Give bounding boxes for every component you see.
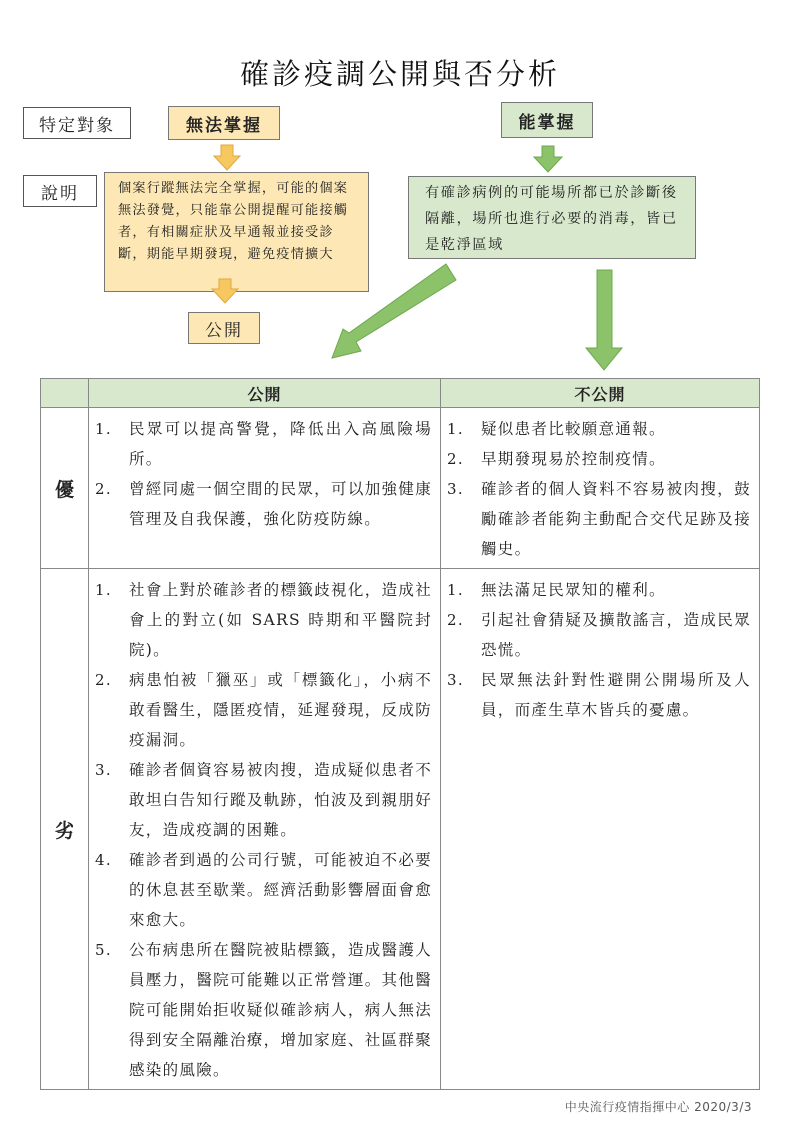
table-row-cons xyxy=(41,569,760,1090)
table-header-row xyxy=(41,379,760,408)
list-item xyxy=(441,444,751,474)
list-item xyxy=(441,605,751,665)
list-item-text: 確診者到過的公司行號，可能被迫不必要的休息甚至歇業。經濟活動影響層面會愈來愈大。 xyxy=(129,851,432,929)
list-item-text: 疑似患者比較願意通報。 xyxy=(481,420,666,438)
list-item-text: 民眾可以提高警覺，降低出入高風險場所。 xyxy=(129,420,432,468)
pros-private-cell xyxy=(441,408,760,569)
list-item-number: 1. xyxy=(95,581,112,599)
list-item-number: 2. xyxy=(95,480,112,498)
table-corner xyxy=(41,379,89,408)
pros-public-cell xyxy=(89,408,441,569)
list-item xyxy=(441,575,751,605)
cons-public-list xyxy=(89,569,440,1089)
list-item xyxy=(89,414,432,474)
list-item-number: 3. xyxy=(447,671,464,689)
explain-label: 說明 xyxy=(23,175,97,207)
list-item xyxy=(441,474,751,564)
list-item-text: 曾經同處一個空間的民眾，可以加強健康管理及自我保護，強化防疫防線。 xyxy=(129,480,432,528)
cons-private-cell xyxy=(441,569,760,1090)
list-item-number: 1. xyxy=(447,581,464,599)
cons-public-cell xyxy=(89,569,441,1090)
list-item xyxy=(441,414,751,444)
list-item-number: 2. xyxy=(95,671,112,689)
list-item xyxy=(441,665,751,725)
row-label-pros: 優 xyxy=(41,408,89,569)
cannot-grasp-tag: 無法掌握 xyxy=(168,106,280,140)
list-item-number: 1. xyxy=(447,420,464,438)
cannot-grasp-description: 個案行蹤無法完全掌握，可能的個案無法發覺，只能靠公開提醒可能接觸者，有相關症狀及早通報並接受診斷，期能早期發現，避免疫情擴大 xyxy=(104,172,369,292)
public-result-box: 公開 xyxy=(188,312,260,344)
cons-private-list xyxy=(441,569,759,729)
list-item-number: 2. xyxy=(447,611,464,629)
list-item xyxy=(89,935,432,1085)
page-title: 確診疫調公開與否分析 xyxy=(239,57,560,91)
footer-source: 中央流行疫情指揮中心 2020/3/3 xyxy=(564,1100,752,1114)
list-item-text: 無法滿足民眾知的權利。 xyxy=(481,581,666,599)
list-item-text: 公布病患所在醫院被貼標籤，造成醫護人員壓力，醫院可能難以正常營運。其他醫院可能開始拒收疑似確診病人，病人無法得到安全隔離治療，增加家庭、社區群聚感染的風險。 xyxy=(129,941,432,1079)
can-grasp-tag: 能掌握 xyxy=(501,102,593,138)
list-item-text: 病患怕被「獵巫」或「標籤化」，小病不敢看醫生，隱匿疫情，延遲發現，反成防疫漏洞。 xyxy=(129,671,432,749)
pros-private-list xyxy=(441,408,759,568)
pros-public-list xyxy=(89,408,440,538)
list-item-text: 確診者的個人資料不容易被肉搜，鼓勵確診者能夠主動配合交代足跡及接觸史。 xyxy=(481,480,751,558)
list-item-text: 確診者個資容易被肉搜，造成疑似患者不敢坦白告知行蹤及軌跡，怕波及到親朋好友，造成疫調的困難。 xyxy=(129,761,432,839)
list-item xyxy=(89,665,432,755)
column-header-private: 不公開 xyxy=(441,379,760,408)
list-item xyxy=(89,474,432,534)
list-item-text: 社會上對於確診者的標籤歧視化，造成社會上的對立(如 SARS 時期和平醫院封院)。 xyxy=(129,581,432,659)
list-item xyxy=(89,575,432,665)
list-item-number: 4. xyxy=(95,851,112,869)
can-grasp-description: 有確診病例的可能場所都已於診斷後隔離，場所也進行必要的消毒，皆已是乾淨區域 xyxy=(408,176,696,259)
list-item-text: 早期發現易於控制疫情。 xyxy=(481,450,666,468)
row-label-cons: 劣 xyxy=(41,569,89,1090)
arrow-down-green-1 xyxy=(534,146,562,172)
target-label: 特定對象 xyxy=(23,107,131,139)
list-item-number: 2. xyxy=(447,450,464,468)
list-item-number: 1. xyxy=(95,420,112,438)
list-item-number: 5. xyxy=(95,941,112,959)
table-row-pros xyxy=(41,408,760,569)
list-item-text: 引起社會猜疑及擴散謠言，造成民眾恐慌。 xyxy=(481,611,751,659)
arrow-down-green-2 xyxy=(586,270,622,370)
arrow-diagonal-green xyxy=(332,264,456,358)
list-item xyxy=(89,755,432,845)
column-header-public: 公開 xyxy=(89,379,441,408)
arrow-down-yellow-2 xyxy=(212,279,238,303)
list-item-text: 民眾無法針對性避開公開場所及人員，而產生草木皆兵的憂慮。 xyxy=(481,671,751,719)
list-item-number: 3. xyxy=(447,480,464,498)
analysis-table xyxy=(40,378,760,1090)
arrow-down-yellow-1 xyxy=(214,145,240,170)
list-item xyxy=(89,845,432,935)
list-item-number: 3. xyxy=(95,761,112,779)
